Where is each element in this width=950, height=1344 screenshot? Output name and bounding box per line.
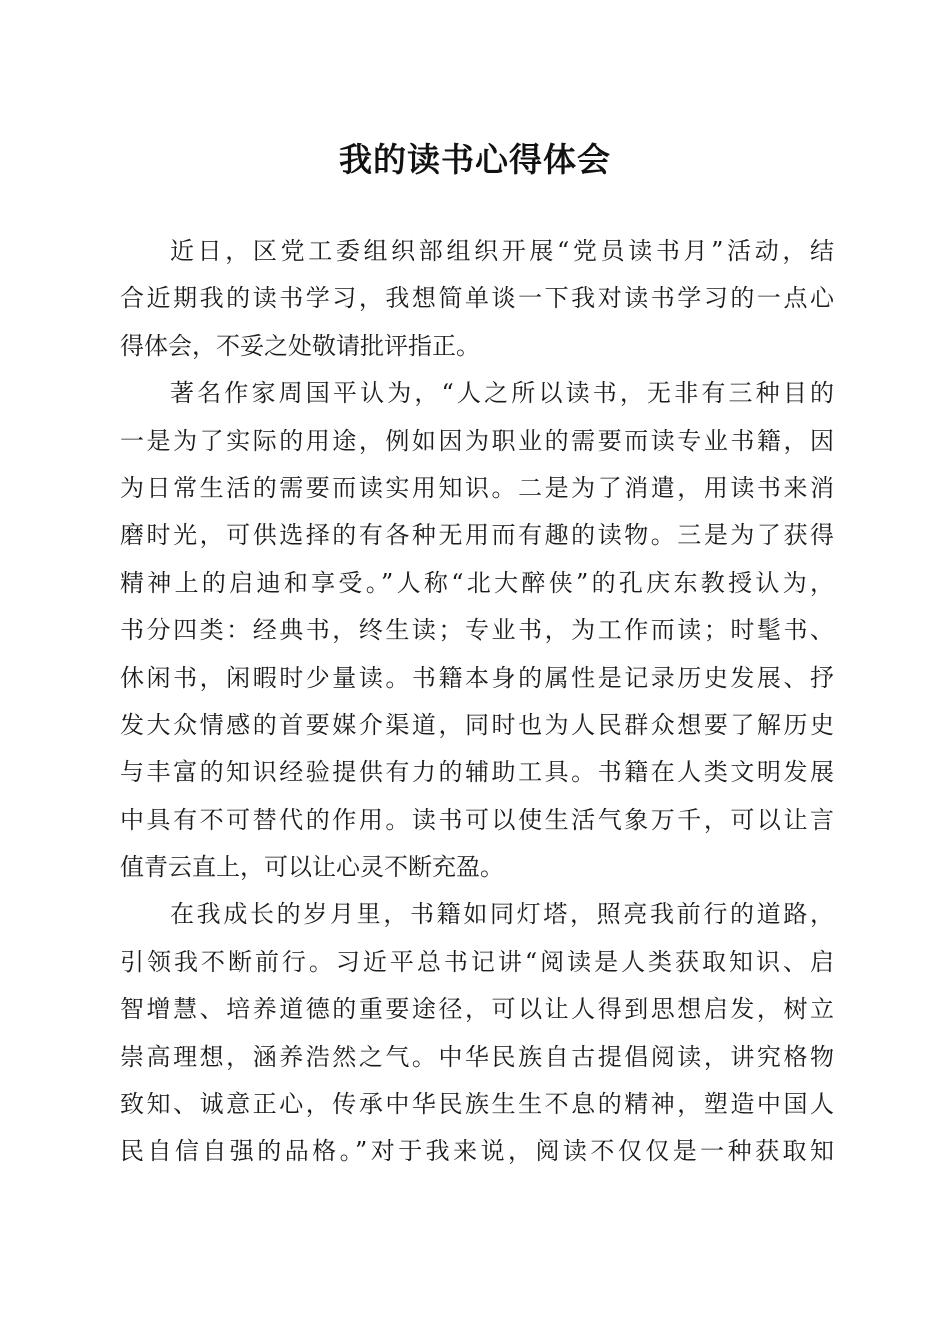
- text-line: 致知、诚意正心，传承中华民族生生不息的精神，塑造中国人: [120, 1090, 834, 1119]
- text-line: 智增慧、培养道德的重要途径，可以让人得到思想启发，树立: [120, 995, 834, 1024]
- text-line: 近日，区党工委组织部组织开展“党员读书月”活动，结: [170, 237, 834, 265]
- text-line: 与丰富的知识经验提供有力的辅助工具。书籍在人类文明发展: [120, 758, 834, 787]
- text-line: 崇高理想，涵养浩然之气。中华民族自古提倡阅读，讲究格物: [120, 1042, 834, 1071]
- text-line: 著名作家周国平认为，“人之所以读书，无非有三种目的: [170, 379, 834, 408]
- paragraph-1: [120, 228, 834, 370]
- text-line: 书分四类：经典书，终生读；专业书，为工作而读；时髦书、: [120, 616, 834, 645]
- text-line: 民自信自强的品格。”对于我来说，阅读不仅仅是一种获取知: [120, 1137, 834, 1166]
- text-line: 值青云直上，可以让心灵不断充盈。: [120, 853, 504, 882]
- text-line: 中具有不可替代的作用。读书可以使生活气象万千，可以让言: [120, 805, 834, 834]
- text-line: 引领我不断前行。习近平总书记讲“阅读是人类获取知识、启: [120, 947, 834, 976]
- text-line: 发大众情感的首要媒介渠道，同时也为人民群众想要了解历史: [120, 710, 834, 739]
- text-line: 在我成长的岁月里，书籍如同灯塔，照亮我前行的道路，: [170, 900, 834, 929]
- document-title: 我的读书心得体会: [339, 140, 611, 179]
- text-line: 精神上的启迪和享受。”人称“北大醉侠”的孔庆东教授认为，: [120, 568, 834, 597]
- text-line: 磨时光，可供选择的有各种无用而有趣的读物。三是为了获得: [120, 521, 834, 550]
- document-body: [120, 228, 834, 1176]
- text-line: 一是为了实际的用途，例如因为职业的需要而读专业书籍，因: [120, 426, 834, 455]
- text-line: 合近期我的读书学习，我想简单谈一下我对读书学习的一点心: [120, 284, 834, 313]
- paragraph-2: [120, 370, 834, 891]
- paragraph-3: [120, 891, 834, 1175]
- text-line: 休闲书，闲暇时少量读。书籍本身的属性是记录历史发展、抒: [120, 663, 834, 692]
- text-line: 得体会，不妥之处敬请批评指正。: [120, 331, 480, 360]
- text-line: 为日常生活的需要而读实用知识。二是为了消遣，用读书来消: [120, 473, 834, 502]
